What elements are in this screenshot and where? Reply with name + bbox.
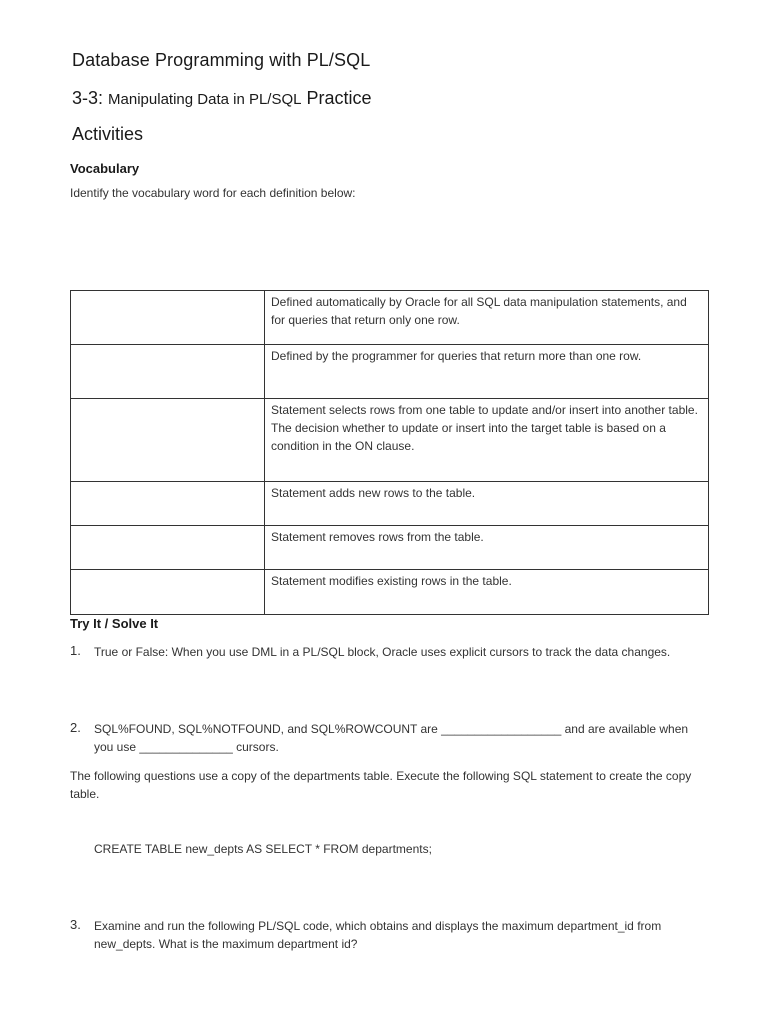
try-it-heading: Try It / Solve It: [70, 616, 159, 631]
question-1-number: 1.: [70, 643, 81, 658]
term-cell[interactable]: [71, 291, 265, 345]
table-row: [71, 345, 709, 399]
question-3-text: Examine and run the following PL/SQL code, which obtains and displays the maximum department_id from new_depts. What is the maximum department id?: [94, 919, 662, 951]
sql-statement: CREATE TABLE new_depts AS SELECT * FROM departments;: [94, 842, 432, 856]
term-cell[interactable]: [71, 482, 265, 526]
table-row: [71, 570, 709, 615]
vocabulary-heading: Vocabulary: [70, 161, 140, 176]
question-2-text: SQL%FOUND, SQL%NOTFOUND, and SQL%ROWCOUNT are __________________ and are available when you use ______________ cursors.: [94, 722, 689, 754]
table-row: [71, 526, 709, 570]
question-1-text: True or False: When you use DML in a PL/SQL block, Oracle uses explicit cursors to track the data changes.: [94, 645, 671, 659]
lesson-number: 3-3:: [72, 88, 104, 108]
table-row: [71, 482, 709, 526]
definition-cell: Defined by the programmer for queries that return more than one row.: [265, 345, 709, 399]
definition-cell: Statement adds new rows to the table.: [265, 482, 709, 526]
document-title: Database Programming with PL/SQL: [72, 50, 371, 70]
definition-cell: Statement modifies existing rows in the table.: [265, 570, 709, 615]
table-row: [71, 399, 709, 482]
question-3-number: 3.: [70, 917, 81, 932]
definition-cell: Statement selects rows from one table to update and/or insert into another table. The decision whether to update or insert into the target table is based on a condition in the ON clause.: [265, 399, 709, 482]
vocabulary-table: [70, 290, 709, 615]
activities-label: Activities: [72, 124, 144, 144]
table-row: [71, 291, 709, 345]
copy-table-intro: The following questions use a copy of the departments table. Execute the following SQL statement to create the copy table.: [70, 769, 692, 801]
practice-label: Practice: [306, 88, 372, 108]
definition-cell: Statement removes rows from the table.: [265, 526, 709, 570]
term-cell[interactable]: [71, 345, 265, 399]
question-2-number: 2.: [70, 720, 81, 735]
term-cell[interactable]: [71, 399, 265, 482]
lesson-heading: [72, 88, 372, 109]
lesson-title: Manipulating Data in PL/SQL: [108, 91, 302, 108]
definition-cell: Defined automatically by Oracle for all SQL data manipulation statements, and for queries that return only one row.: [265, 291, 709, 345]
term-cell[interactable]: [71, 526, 265, 570]
vocabulary-instruction: Identify the vocabulary word for each definition below:: [70, 186, 356, 200]
term-cell[interactable]: [71, 570, 265, 615]
